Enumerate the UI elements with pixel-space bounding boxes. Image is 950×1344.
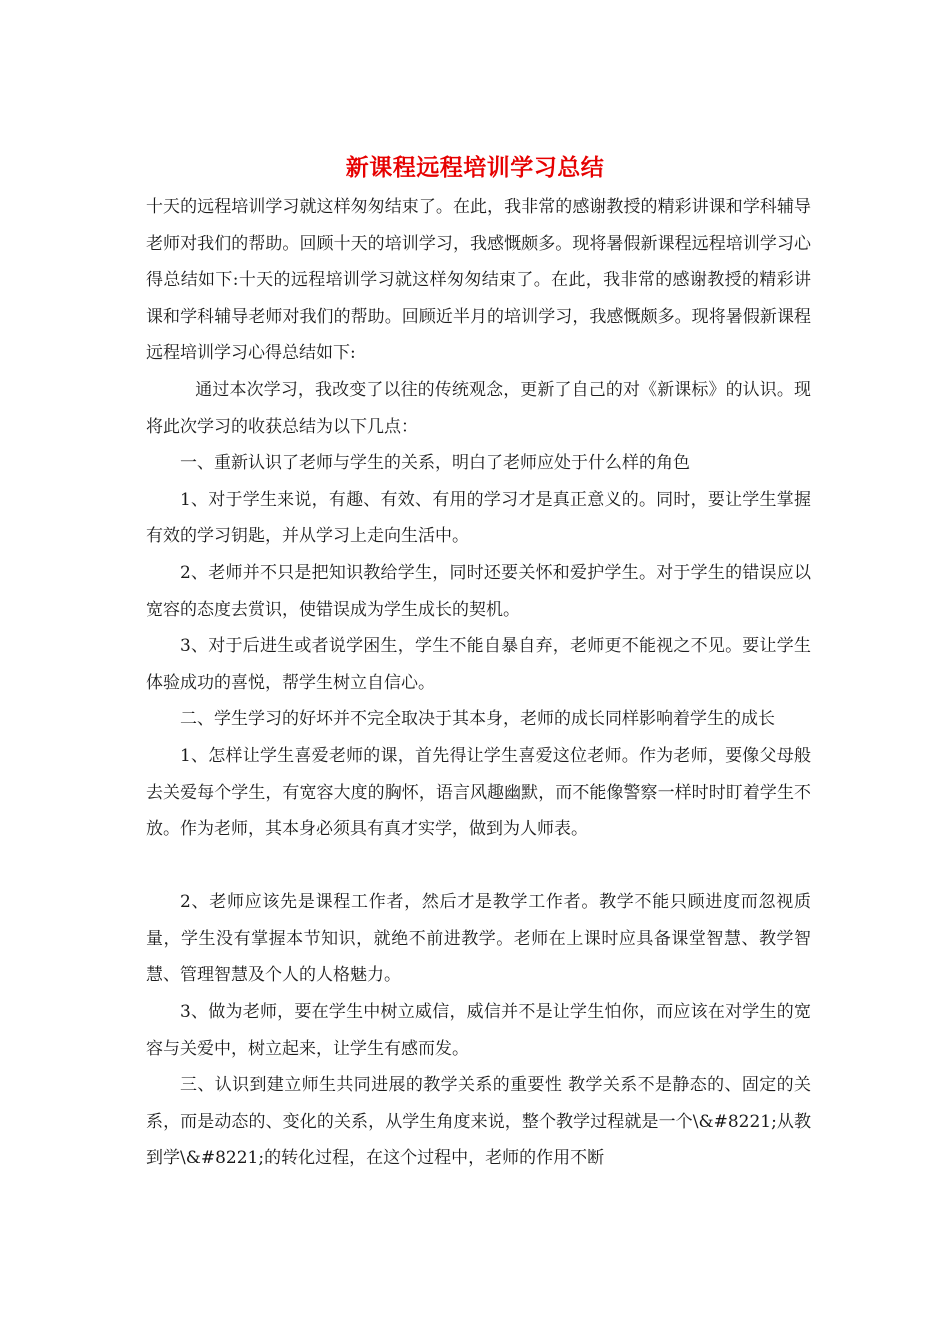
paragraph: 通过本次学习，我改变了以往的传统观念，更新了自己的对《新课标》的认识。现将此次学习的收获总结为以下几点： bbox=[146, 379, 811, 437]
blank-line bbox=[146, 848, 811, 885]
section-heading-2: 二、学生学习的好坏并不完全取决于其本身，老师的成长同样影响着学生的成长 bbox=[180, 709, 775, 730]
intro-paragraph: 十天的远程培训学习就这样匆匆结束了。在此，我非常的感谢教授的精彩讲课和学科辅导老师对我们的帮助。回顾十天的培训学习，我感慨颇多。现将暑假新课程远程培训学习心得总结如下:十天的远程培训学习就这样匆匆结束了。在此，我非常的感谢教授的精彩讲课和学科辅导老师对我们的帮助。回顾近半月的培训学习，我感慨颇多。现将暑假新课程远程培训学习心得总结如下: bbox=[146, 197, 811, 364]
section-heading-1: 一、重新认识了老师与学生的关系，明白了老师应处于什么样的角色 bbox=[180, 453, 690, 474]
paragraph: 1、对于学生来说，有趣、有效、有用的学习才是真正意义的。同时，要让学生掌握有效的学习钥匙，并从学习上走向生活中。 bbox=[146, 489, 811, 547]
paragraph: 1、怎样让学生喜爱老师的课，首先得让学生喜爱这位老师。作为老师，要像父母般去关爱每个学生，有宽容大度的胸怀，语言风趣幽默，而不能像警察一样时时盯着学生不放。作为老师，其本身必须具有真才实学，做到为人师表。 bbox=[146, 745, 811, 840]
section-heading-3: 三、认识到建立师生共同进展的教学关系的重要性 教学关系不是静态的、固定的关系，而是动态的、变化的关系，从学生角度来说，整个教学过程就是一个\&#8221;从教到学\&#8221;的转化过程，在这个过程中，老师的作用不断 bbox=[146, 1075, 811, 1169]
paragraph: 2、老师并不只是把知识教给学生，同时还要关怀和爱护学生。对于学生的错误应以宽容的态度去赏识，使错误成为学生成长的契机。 bbox=[146, 562, 811, 620]
document-body bbox=[146, 189, 811, 1177]
document-title: 新课程远程培训学习总结 bbox=[345, 154, 605, 181]
paragraph: 3、做为老师，要在学生中树立威信，威信并不是让学生怕你，而应该在对学生的宽容与关爱中，树立起来，让学生有感而发。 bbox=[146, 1002, 811, 1059]
paragraph: 2、老师应该先是课程工作者，然后才是教学工作者。教学不能只顾进度而忽视质量，学生没有掌握本节知识，就绝不前进教学。老师在上课时应具备课堂智慧、教学智慧、管理智慧及个人的人格魅力。 bbox=[146, 892, 811, 986]
paragraph: 3、对于后进生或者说学困生，学生不能自暴自弃，老师更不能视之不见。要让学生体验成功的喜悦，帮学生树立自信心。 bbox=[146, 636, 811, 693]
